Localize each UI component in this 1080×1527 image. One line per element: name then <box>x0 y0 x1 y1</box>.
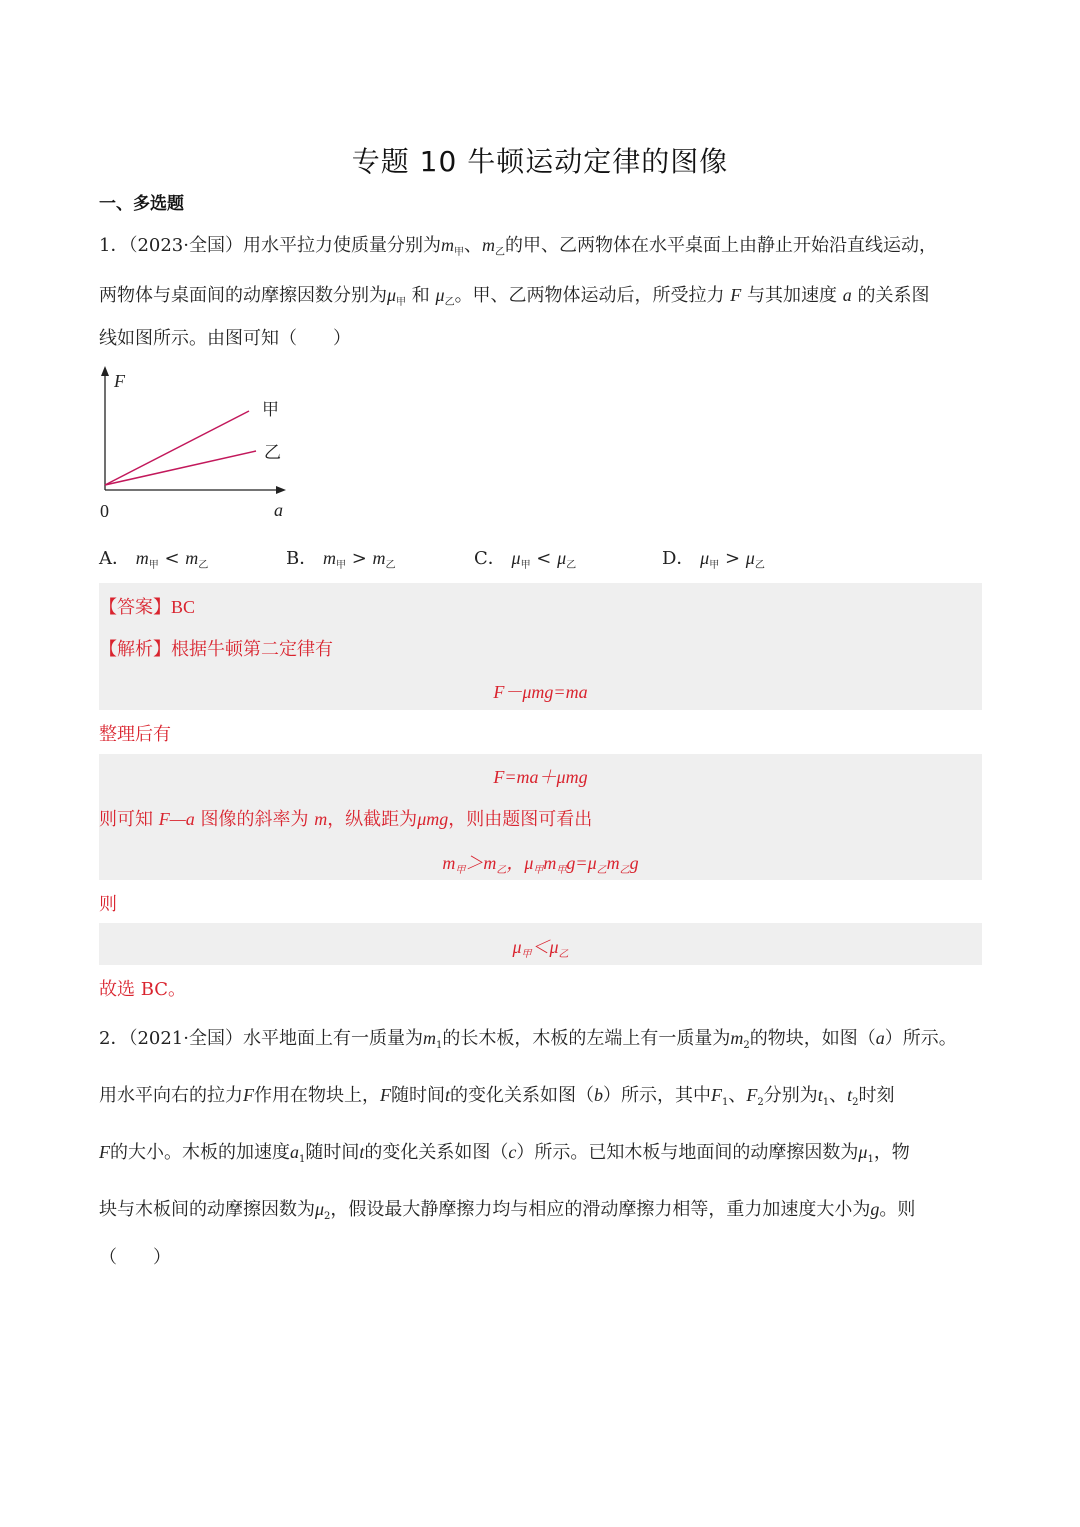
var-a: a <box>875 1028 885 1048</box>
q2-text: 、 <box>829 1085 848 1106</box>
q2-line-1 <box>99 1024 957 1050</box>
var-m: m <box>440 235 454 255</box>
var-m: m <box>730 1028 744 1048</box>
y-axis-arrow-icon <box>101 366 109 376</box>
sub-1: 1 <box>435 1040 443 1051</box>
var-fa: F—a <box>158 809 195 829</box>
option-letter: A． <box>99 548 130 569</box>
sub-jia: 甲 <box>556 865 567 876</box>
q2-text: 的变化关系如图（ <box>450 1085 595 1106</box>
q2-text: ）所示，其中 <box>603 1085 712 1106</box>
x-axis-label: a <box>274 500 283 520</box>
var-c: c <box>508 1142 517 1162</box>
var-m: m <box>322 548 336 568</box>
eq-part: m <box>606 853 620 873</box>
var-mu: μ <box>435 285 445 305</box>
var-mu: μ <box>387 285 397 305</box>
q2-text: ，物 <box>873 1142 910 1163</box>
q2-text: 分别为 <box>763 1085 818 1106</box>
var-m: m <box>185 548 199 568</box>
q2-line-2 <box>99 1081 895 1107</box>
line-yi-label: 乙 <box>264 443 281 463</box>
q1-text: 、 <box>463 235 482 256</box>
option-c[interactable] <box>474 544 576 570</box>
sub-jia: 甲 <box>148 560 159 571</box>
sub-yi: 乙 <box>558 949 569 960</box>
sub-1: 1 <box>822 1097 830 1108</box>
sub-1: 1 <box>722 1097 729 1108</box>
q2-text: 块与木板间的动摩擦因数为 <box>99 1199 315 1220</box>
q2-text: 时刻 <box>858 1085 895 1106</box>
then-text: 则 <box>99 894 117 915</box>
sub-yi: 乙 <box>494 247 505 258</box>
var-b: b <box>594 1085 604 1105</box>
eq-part: μ <box>512 937 522 957</box>
var-t: t <box>847 1085 853 1105</box>
origin-label: 0 <box>100 501 109 521</box>
sub-1: 1 <box>299 1154 306 1165</box>
option-d[interactable] <box>662 544 765 570</box>
line-jia-label: 甲 <box>262 400 279 420</box>
var-F: F <box>380 1085 391 1105</box>
eq-part: ，μ <box>506 853 534 873</box>
var-F: F <box>711 1085 723 1105</box>
sub-2: 2 <box>324 1211 331 1222</box>
q1-text: 1．（2023·全国）用水平拉力使质量分别为 <box>99 235 441 256</box>
q2-text: ）所示。已知木板与地面间的动摩擦因数为 <box>516 1142 859 1163</box>
sub-2: 2 <box>852 1097 859 1108</box>
var-m: m <box>135 548 149 568</box>
after-text: 整理后有 <box>99 724 171 745</box>
conclusion: 故选 BC。 <box>99 979 187 1000</box>
text: ，则由题图可看出 <box>448 809 593 830</box>
equation-2: F=ma＋μmg <box>493 767 588 787</box>
analysis-line <box>99 635 333 661</box>
sub-yi: 乙 <box>596 865 607 876</box>
q2-text: ）所示。 <box>884 1028 957 1049</box>
sub-jia: 甲 <box>455 865 466 876</box>
q2-text: 的变化关系如图（ <box>364 1142 509 1163</box>
line-jia <box>105 411 249 485</box>
eq-part: m <box>543 853 557 873</box>
q2-line-4 <box>99 1195 915 1221</box>
op-lt: < <box>164 548 180 569</box>
q1-text: 两物体与桌面间的动摩擦因数分别为 <box>99 285 387 306</box>
sub-yi: 乙 <box>385 560 396 571</box>
var-t: t <box>817 1085 823 1105</box>
q2-text: ，假设最大静摩擦力均与相应的滑动摩擦力相等，重力加速度大小为 <box>330 1199 871 1220</box>
text: 则可知 <box>99 809 159 830</box>
var-mu: μ <box>745 548 755 568</box>
q2-line-5: （ ） <box>99 1247 171 1268</box>
q2-text: 、 <box>728 1085 747 1106</box>
text: 图像的斜率为 <box>194 809 315 830</box>
sub-jia: 甲 <box>533 865 544 876</box>
sub-jia: 甲 <box>520 560 531 571</box>
option-letter: C． <box>474 548 506 569</box>
slope-statement <box>99 805 592 831</box>
q1-text: 和 <box>411 285 430 306</box>
op-gt: > <box>724 548 741 569</box>
equation-3 <box>99 849 982 875</box>
sub-jia: 甲 <box>709 560 720 571</box>
answer-line <box>99 593 195 619</box>
sub-yi: 乙 <box>754 560 765 571</box>
x-axis-arrow-icon <box>276 486 286 494</box>
q2-text: 2．（2021·全国）水平地面上有一质量为 <box>99 1028 423 1049</box>
option-letter: B． <box>286 548 318 569</box>
sub-yi: 乙 <box>566 560 577 571</box>
eq-part: ＞m <box>465 853 497 873</box>
eq-part: ＜μ <box>531 937 559 957</box>
var-mu: μ <box>700 548 710 568</box>
var-m: m <box>372 548 386 568</box>
q1-line-3: 线如图所示。由图可知（ ） <box>99 328 351 349</box>
var-t: t <box>359 1142 365 1162</box>
text: ，纵截距为 <box>327 809 418 830</box>
section-heading: 一、多选题 <box>99 194 184 214</box>
q2-line-3 <box>99 1138 910 1164</box>
var-F: F <box>730 285 742 305</box>
q1-text: 。甲、乙两物体运动后，所受拉力 <box>454 285 725 306</box>
sub-yi: 乙 <box>198 560 209 571</box>
var-a: a <box>842 285 852 305</box>
q1-text: 与其加速度 <box>747 285 838 306</box>
option-b[interactable] <box>286 544 396 570</box>
q1-text: 的关系图 <box>857 285 930 306</box>
var-F: F <box>99 1142 110 1162</box>
sub-2: 2 <box>743 1040 750 1051</box>
var-t: t <box>445 1085 451 1105</box>
y-axis-label: F <box>114 371 125 391</box>
var-a: a <box>290 1142 299 1162</box>
force-acceleration-graph <box>92 362 302 527</box>
op-gt: > <box>351 548 367 569</box>
var-mu: μ <box>511 548 521 568</box>
q2-text: 。则 <box>879 1199 916 1220</box>
sub-jia: 甲 <box>335 560 346 571</box>
q1-text: 的甲、乙两物体在水平桌面上由静止开始沿直线运动， <box>504 235 937 256</box>
analysis-text: 根据牛顿第二定律有 <box>171 639 333 660</box>
line-yi <box>105 451 256 485</box>
eq-part: m <box>442 853 456 873</box>
var-mu: μ <box>858 1142 868 1162</box>
q1-line-2 <box>99 281 930 307</box>
sub-yi: 乙 <box>619 865 630 876</box>
option-letter: D． <box>662 548 695 569</box>
var-F: F <box>243 1085 254 1105</box>
var-mu: μ <box>315 1199 325 1219</box>
var-mu: μ <box>557 548 567 568</box>
answer-value: BC <box>171 597 196 617</box>
var-m: m <box>422 1028 436 1048</box>
sub-jia: 甲 <box>521 949 532 960</box>
option-a[interactable] <box>99 544 208 570</box>
page-title: 专题 10 牛顿运动定律的图像 <box>351 145 729 178</box>
q2-text: 的物块，如图（ <box>749 1028 876 1049</box>
sub-2: 2 <box>757 1097 764 1108</box>
q2-text: 随时间 <box>391 1085 445 1106</box>
eq-part: g=μ <box>566 853 597 873</box>
sub-yi: 乙 <box>444 297 455 308</box>
var-F: F <box>746 1085 758 1105</box>
q2-text: 作用在物块上， <box>254 1085 380 1106</box>
q1-line-1 <box>99 231 937 257</box>
q2-text: 随时间 <box>305 1142 360 1163</box>
sub-jia: 甲 <box>396 297 407 308</box>
op-lt: < <box>536 548 552 569</box>
sub-1: 1 <box>867 1154 874 1165</box>
eq-part: g <box>629 853 639 873</box>
sub-jia: 甲 <box>453 247 464 258</box>
var-m: m <box>481 235 495 255</box>
sub-yi: 乙 <box>496 865 507 876</box>
answer-label: 【答案】 <box>99 597 171 618</box>
equation-1: F－μmg=ma <box>493 682 588 702</box>
equation-4 <box>99 933 982 959</box>
var-umg: μmg <box>417 809 449 829</box>
q2-text: 的长木板，木板的左端上有一质量为 <box>442 1028 731 1049</box>
var-m: m <box>314 809 328 829</box>
q2-text: 用水平向右的拉力 <box>99 1085 243 1106</box>
q2-text: 的大小。木板的加速度 <box>110 1142 290 1163</box>
var-g: g <box>870 1199 880 1219</box>
analysis-label: 【解析】 <box>99 639 171 660</box>
